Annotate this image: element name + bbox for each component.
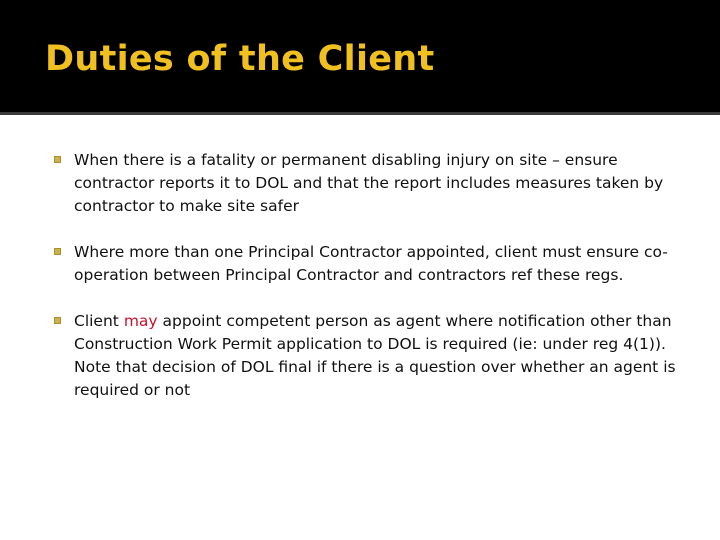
bullet-emphasis-word: may <box>123 312 158 330</box>
bullet-list <box>48 149 688 425</box>
title-divider <box>0 112 720 115</box>
bullet-item-agent <box>48 310 688 402</box>
square-bullet-icon <box>54 248 61 255</box>
square-bullet-icon <box>54 156 61 163</box>
bullet-text-suffix: appoint competent person as agent where notification other than Construction Work Permit application to DOL is required (ie: under reg 4(1)). Note that decision of DOL final if there is a question over whether an agent is required or not <box>74 312 676 399</box>
bullet-item-cooperation <box>48 241 688 287</box>
bullet-text-prefix: Client <box>74 312 124 330</box>
bullet-text: When there is a fatality or permanent disabling injury on site – ensure contractor reports it to DOL and that the report includes measures taken by contractor to make site safer <box>74 151 664 215</box>
square-bullet-icon <box>54 317 61 324</box>
bullet-text: Where more than one Principal Contractor appointed, client must ensure co-operation between Principal Contractor and contractors ref these regs. <box>74 243 668 284</box>
bullet-item-fatality <box>48 149 688 218</box>
slide-title: Duties of the Client <box>45 39 435 79</box>
